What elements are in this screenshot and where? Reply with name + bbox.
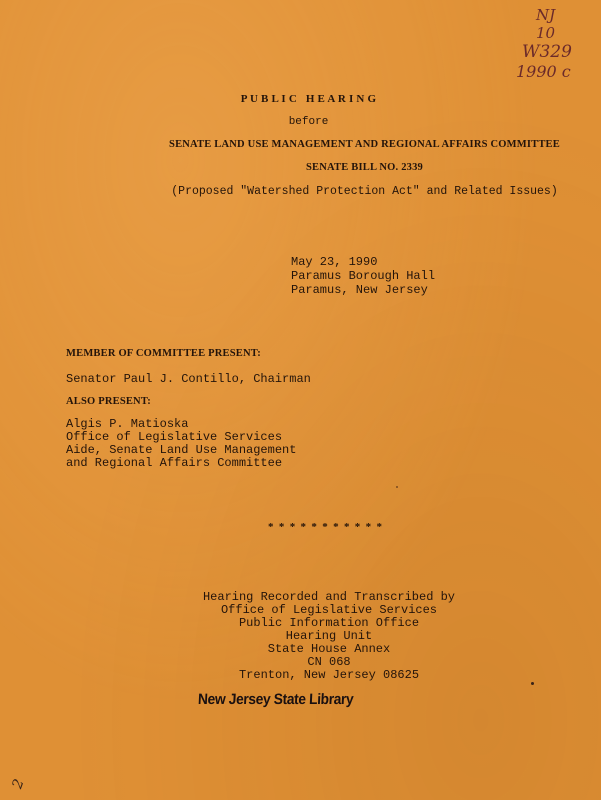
handwritten-note-1: NJ <box>536 6 556 24</box>
handwritten-note-2: 10 <box>536 24 556 42</box>
library-stamp: New Jersey State Library <box>197 691 354 708</box>
handwritten-note-3: W329 <box>522 42 572 62</box>
footer-line: Public Information Office <box>238 616 420 630</box>
members-heading: MEMBER OF COMMITTEE PRESENT: <box>66 348 261 359</box>
footer-line: Hearing Recorded and Transcribed by <box>202 590 456 604</box>
also-present-line: and Regional Affairs Committee <box>66 456 283 470</box>
meeting-date: May 23, 1990 <box>291 255 378 269</box>
footer-line: Office of Legislative Services <box>220 603 438 617</box>
footer-line: State House Annex <box>267 642 391 656</box>
before-label: before <box>288 116 329 128</box>
also-present-heading: ALSO PRESENT: <box>66 396 151 407</box>
bill-subtitle: (Proposed "Watershed Protection Act" and Related Issues) <box>171 185 558 198</box>
asterisk-divider: * * * * * * * * * * * <box>268 521 384 533</box>
footer-line: CN 068 <box>307 655 351 669</box>
hearing-title: P U B L I C H E A R I N G <box>240 93 377 105</box>
footer-line: Trenton, New Jersey 08625 <box>238 668 420 682</box>
member-name: Senator Paul J. Contillo, Chairman <box>66 372 311 386</box>
corner-pencil-mark: 2 <box>9 777 28 791</box>
meeting-location-line1: Paramus Borough Hall <box>291 269 436 283</box>
also-present-line: Office of Legislative Services <box>66 430 283 444</box>
committee-name: SENATE LAND USE MANAGEMENT AND REGIONAL AFFAIRS COMMITTEE <box>169 139 560 150</box>
handwritten-note-4: 1990 c <box>516 62 571 81</box>
also-present-line: Algis P. Matioska <box>66 417 189 431</box>
footer-line: Hearing Unit <box>285 629 373 643</box>
paper-speck <box>531 682 534 685</box>
paper-speck <box>396 486 398 488</box>
also-present-line: Aide, Senate Land Use Management <box>66 443 297 457</box>
meeting-location-line2: Paramus, New Jersey <box>291 283 428 297</box>
bill-number: SENATE BILL NO. 2339 <box>305 162 423 173</box>
